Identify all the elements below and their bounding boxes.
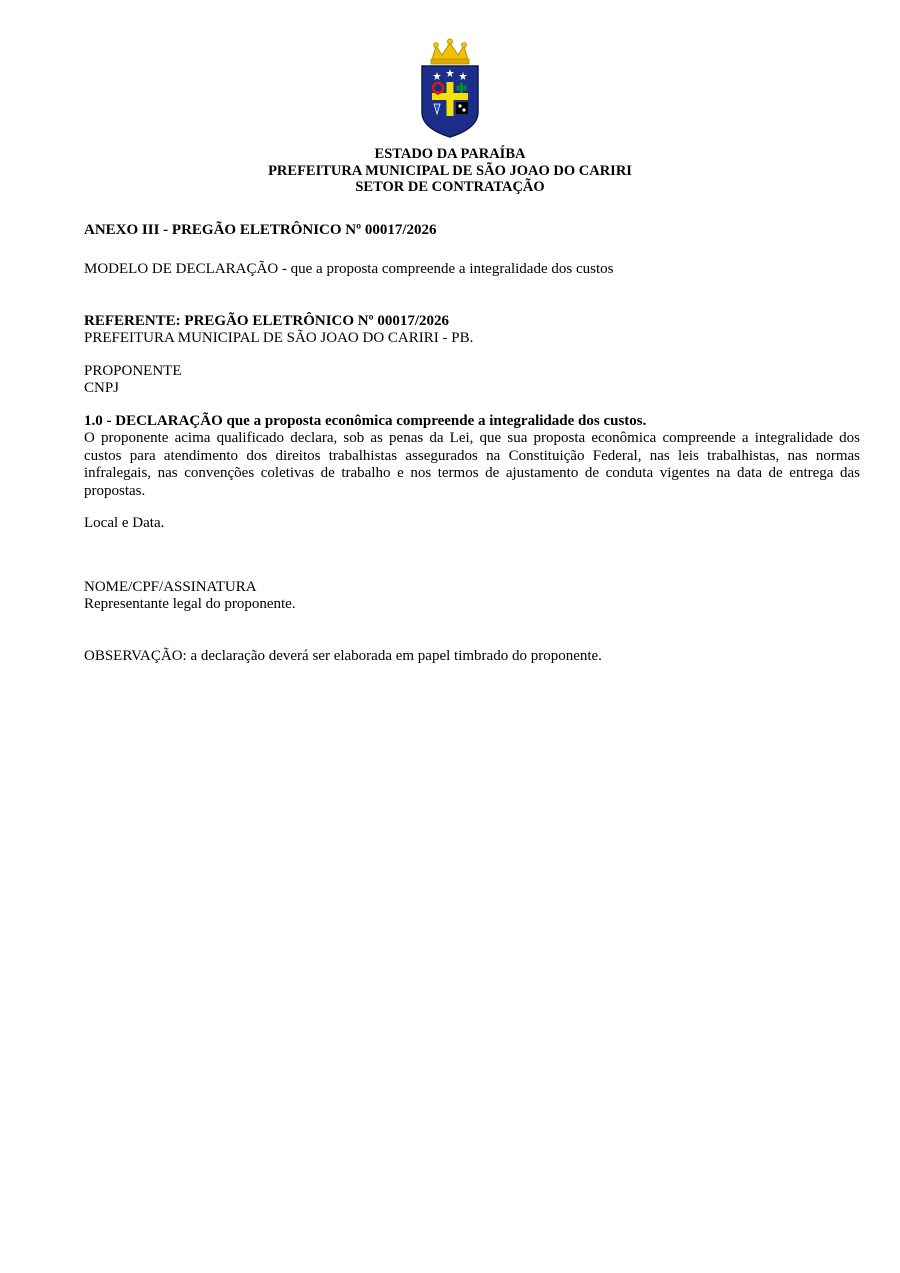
reference-entity: PREFEITURA MUNICIPAL DE SÃO JOAO DO CARIRI - PB. [84, 330, 474, 346]
annex-title: ANEXO III - PREGÃO ELETRÔNICO Nº 00017/2026 [84, 221, 437, 238]
signature-name-line: NOME/CPF/ASSINATURA [84, 578, 257, 595]
cnpj-label: CNPJ [84, 380, 120, 396]
declaration-text: O proponente acima qualificado declara, sob as penas da Lei, que sua proposta econômica compreende a integralidade dos custos para atendimento dos direitos trabalhistas assegurados na Constituição Federal, nas leis trabalhistas, nas normas infralegais, nas convenções coletivas de trabalho e nos termos de ajustamento de conduta vigentes na data de entrega das propostas. [84, 430, 860, 499]
model-declaration-line: MODELO DE DECLARAÇÃO - que a proposta compreende a integralidade dos custos [84, 261, 614, 277]
header-line-sector: SETOR DE CONTRATAÇÃO [355, 179, 545, 195]
crest-container [0, 0, 900, 140]
declaration-heading: 1.0 - DECLARAÇÃO que a proposta econômica compreende a integralidade dos custos. [84, 412, 647, 429]
observation-line: OBSERVAÇÃO: a declaração deverá ser elaborada em papel timbrado do proponente. [84, 647, 602, 664]
document-body [0, 222, 900, 666]
reference-line: REFERENTE: PREGÃO ELETRÔNICO Nº 00017/2026 [84, 312, 449, 329]
header-line-city: PREFEITURA MUNICIPAL DE SÃO JOAO DO CARIRI [268, 162, 632, 179]
coat-of-arms-icon [410, 36, 490, 140]
header-line-state: ESTADO DA PARAÍBA [374, 146, 526, 162]
proponent-label: PROPONENTE [84, 362, 182, 379]
signature-role-line: Representante legal do proponente. [84, 596, 296, 612]
document-header [0, 146, 900, 196]
place-and-date: Local e Data. [84, 515, 165, 531]
